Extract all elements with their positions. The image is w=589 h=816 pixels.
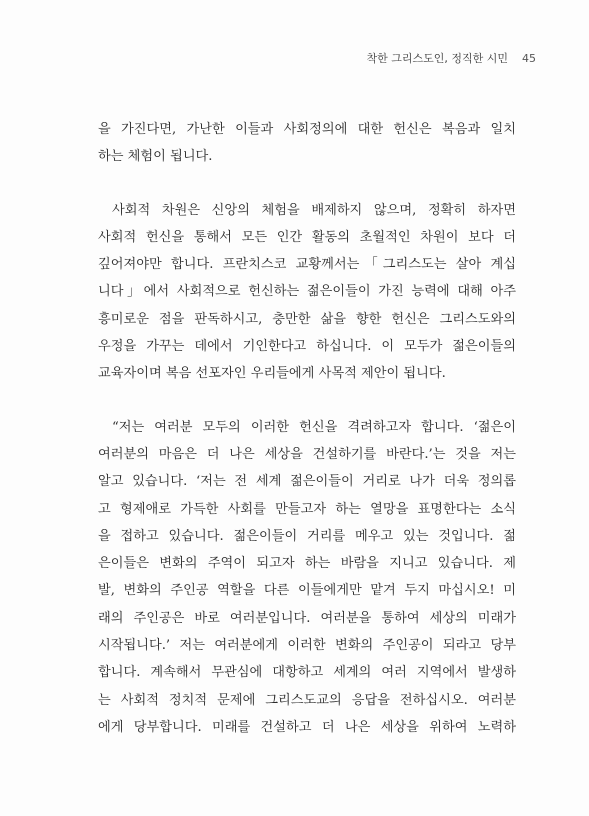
text-line: 니다」에서 사회적으로 헌신하는 젊은이들이 가진 능력에 대해 아주: [98, 284, 516, 300]
text-line: 깊어져야만 합니다. 프란치스코 교황께서는「그리스도는 살아 계십: [98, 257, 516, 273]
paragraph-3: [98, 414, 516, 742]
text-line: 고 형제애로 가득한 사회를 만들고자 하는 열망을 표명한다는 소식: [98, 501, 516, 517]
text-line: 사회적 헌신을 통해서 모든 인간 활동의 초월적인 차원이 보다 더: [98, 229, 516, 245]
text-line: 우정을 가꾸는 데에서 기인한다고 하십니다. 이 모두가 젊은이들의: [98, 339, 516, 355]
page-number: 45: [522, 52, 536, 65]
text-line: 사회적 차원은 신앙의 체험을 배제하지 않으며, 정확히 하자면: [112, 202, 516, 218]
text-line: “저는 여러분 모두의 이러한 헌신을 격려하고자 합니다. ‘젊은이: [112, 419, 516, 435]
text-line: 흥미로운 점을 판독하시고, 충만한 삶을 향한 헌신은 그리스도와의: [98, 311, 516, 327]
paragraph-1: [98, 116, 516, 171]
text-line: 에게 당부합니다. 미래를 건설하고 더 나은 세상을 위하여 노력하: [98, 719, 516, 735]
text-line: 교육자이며 복음 선포자인 우리들에게 사목적 제안이 됩니다.: [98, 366, 446, 382]
text-line: 을 접하고 있습니다. 젊은이들이 거리를 메우고 있는 것입니다. 젊: [98, 528, 516, 544]
text-line: 하는 체험이 됩니다.: [98, 149, 213, 165]
running-head-title: 착한 그리스도인, 정직한 시민: [366, 52, 508, 65]
text-line: 는 사회적 정치적 문제에 그리스도교의 응답을 전하십시오. 여러분: [98, 692, 516, 708]
text-line: 발, 변화의 주인공 역할을 다른 이들에게만 맡겨 두지 마십시오! 미: [98, 583, 516, 599]
running-head: [367, 50, 537, 66]
body-text: [98, 116, 516, 741]
text-line: 래의 주인공은 바로 여러분입니다. 여러분을 통하여 세상의 미래가: [98, 610, 516, 626]
paragraph-2: [98, 197, 516, 388]
text-line: 을 가진다면, 가난한 이들과 사회정의에 대한 헌신은 복음과 일치: [98, 122, 516, 137]
text-line: 여러분의 마음은 더 나은 세상을 건설하기를 바란다.’는 것을 저는: [98, 446, 516, 462]
text-line: 알고 있습니다. ‘저는 전 세계 젊은이들이 거리로 나가 더욱 정의롭: [98, 474, 516, 490]
text-line: 합니다. 계속해서 무관심에 대항하고 세계의 여러 지역에서 발생하: [98, 665, 516, 681]
text-line: 시작됩니다.’ 저는 여러분에게 이러한 변화의 주인공이 되라고 당부: [98, 638, 516, 654]
text-line: 은이들은 변화의 주역이 되고자 하는 바람을 지니고 있습니다. 제: [98, 556, 516, 572]
